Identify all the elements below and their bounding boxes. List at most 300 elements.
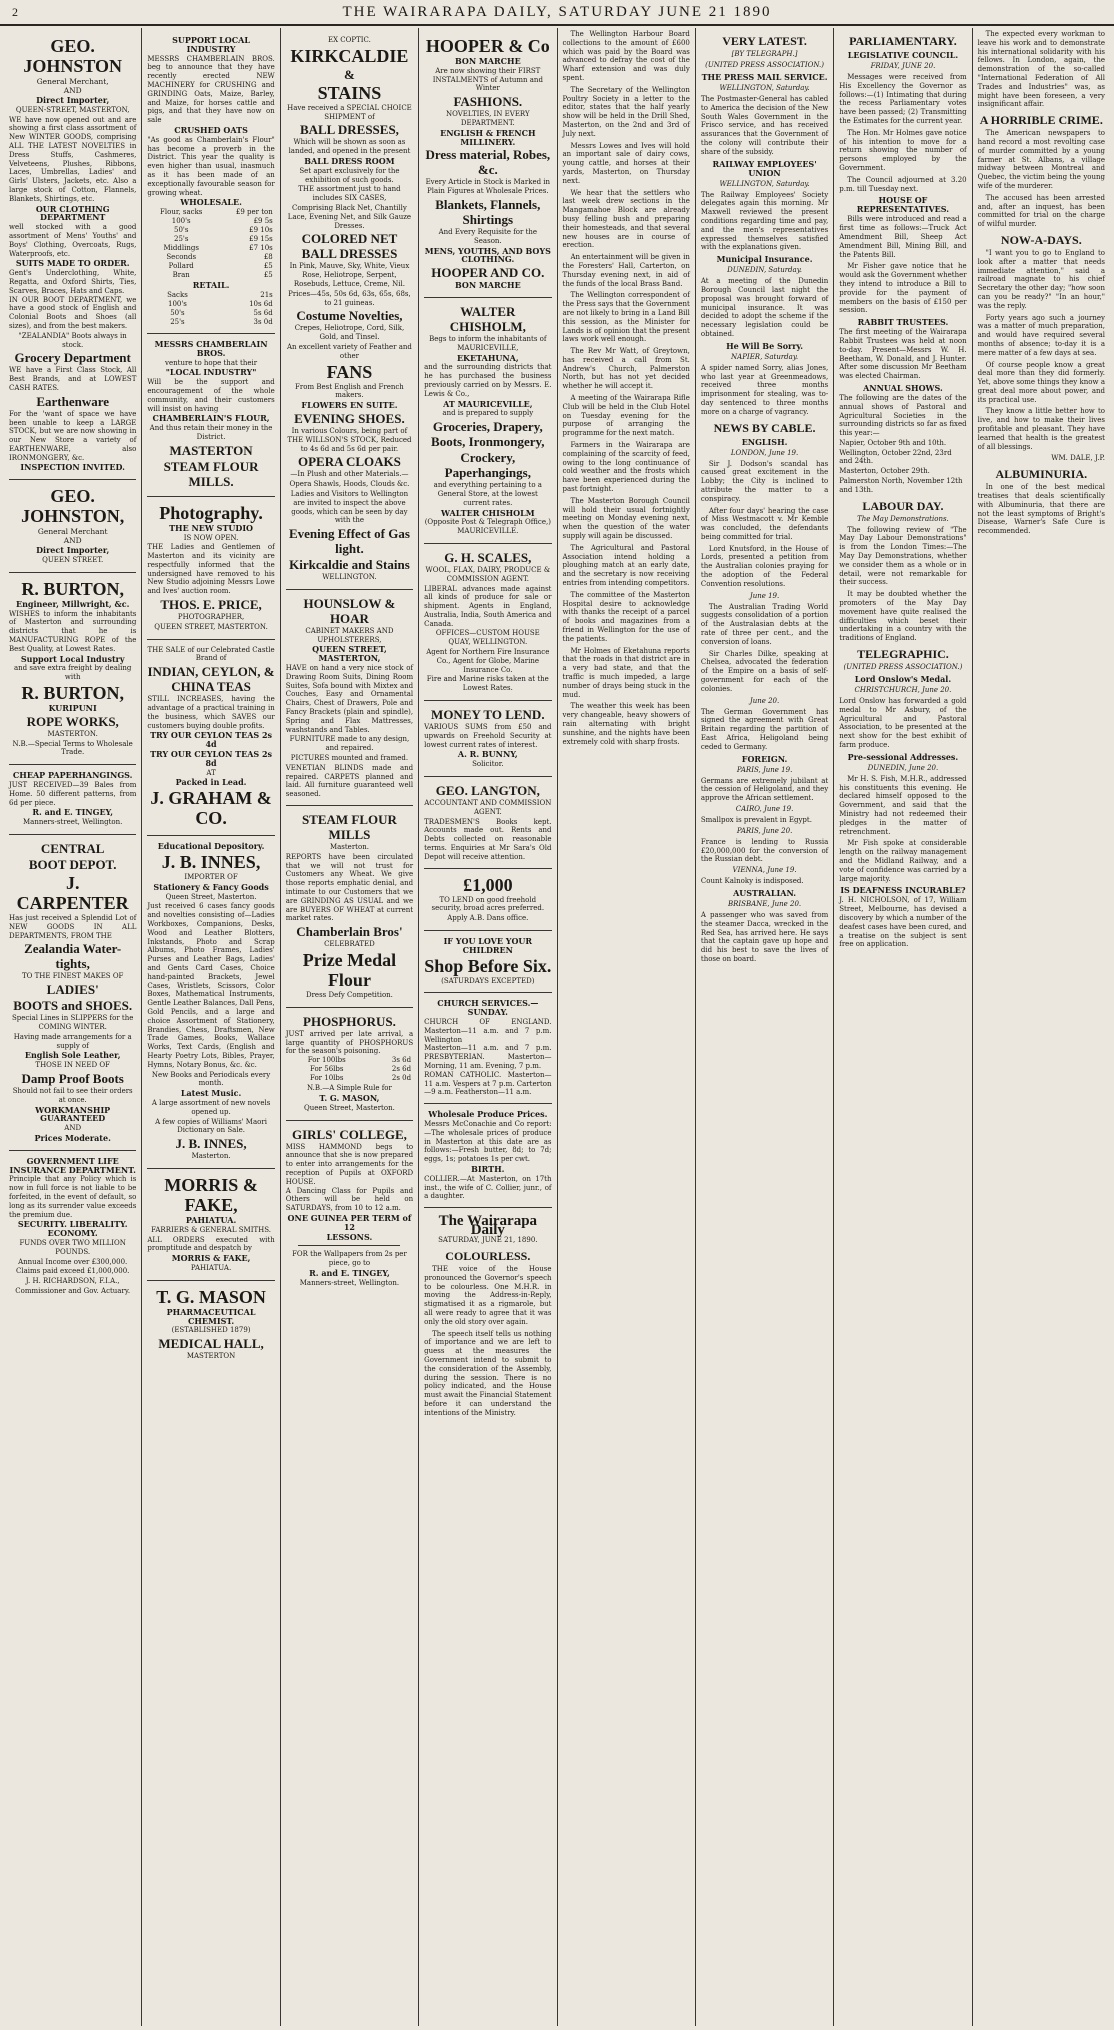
ad-text: R. and E. TINGEY, xyxy=(309,1267,390,1278)
ad-text: AT MAURICEVILLE, xyxy=(443,398,533,409)
ad-title: Kirkcaldie and Stains xyxy=(289,557,410,573)
ad-text: Fire and Marine risks taken at the Lowest Rates. xyxy=(426,675,549,693)
ad-text: T. G. MASON, xyxy=(319,1092,380,1103)
ad-role: Engineer, Millwright, &c. xyxy=(15,598,130,609)
paragraph: In one of the best medical treatises that deals scientifically with Albuminuria, that there are not the least symptoms of Bright's Disease, Warner's Safe Cure is recommended. xyxy=(977,483,1105,536)
ad-text: PAHIATUA. xyxy=(190,1263,232,1272)
dateline: NAPIER, Saturday. xyxy=(731,352,799,361)
ad-title: Photography. xyxy=(159,502,263,523)
article-text: J. H. NICHOLSON, of 17, William Street, Melbourne, has devised a discovery by which a number of the deafest cases have been cured, and a treatise on the subject is sent free on application. xyxy=(839,896,967,949)
ad-text: ACCOUNTANT AND COMMISSION AGENT. xyxy=(424,799,552,816)
ad-title: J. GRAHAM & CO. xyxy=(150,788,272,829)
paragraph: THE voice of the House pronounced the Governor's speech to be colourless. One M.H.R. in moving the Address-in-Reply, stigmatised it as a rigmarole, but all were ready to agree that it was only the old story over again. xyxy=(424,1264,552,1326)
ad-title: GEO. JOHNSTON xyxy=(23,36,123,76)
ad-title: BALL DRESSES, xyxy=(299,122,399,138)
ad-text: Commissioner and Gov. Actuary. xyxy=(15,1286,131,1295)
ad-text: SECURITY. LIBERALITY. ECONOMY. xyxy=(17,1219,128,1239)
article-text: The following are the dates of the annual shows of Pastoral and Agricultural Societies in the surrounding districts so far as fixed this year:— xyxy=(839,393,967,438)
ad-title: G. H. SCALES, xyxy=(444,549,532,565)
ad-text: Stationery & Fancy Goods xyxy=(153,881,269,892)
ad-text: Manners-street, Wellington. xyxy=(299,1278,400,1287)
article-body xyxy=(978,129,1105,229)
ad-title: FASHIONS. xyxy=(453,94,523,110)
dateline: WELLINGTON, Saturday. xyxy=(719,179,810,188)
ad-text: WORKMANSHIP GUARANTEED xyxy=(35,1104,111,1124)
paragraph: The following review of "The May Day Labour Demonstrations" is from the London Times:—The May Day Demonstrations, whether we consider them as a whole or in detail, were not remarkable for their success. xyxy=(839,525,967,587)
ad-text: QUEEN STREET, MASTERTON. xyxy=(154,622,268,631)
price-item: 100's xyxy=(167,299,187,308)
ad-text: THE Ladies and Gentlemen of Masterton and its vicinity are respectfully informed that the undersigned have removed to his New Studio adjoining Messrs Lowe and Ives' auction room. xyxy=(147,543,275,596)
ad-text: MORRIS & FAKE, xyxy=(171,1253,251,1264)
ad-title: Costume Novelties, xyxy=(296,308,403,324)
ad-text: BON MARCHE xyxy=(454,56,521,66)
ad-steam-mills xyxy=(286,806,413,1008)
dateline: (UNITED PRESS ASSOCIATION.) xyxy=(843,663,963,672)
ad-mason xyxy=(147,1281,274,1368)
article-title: Pre-sessional Addresses. xyxy=(847,751,959,762)
ad-title: J. CARPENTER xyxy=(16,873,129,914)
ad-role: Direct Importer, xyxy=(36,95,110,105)
list-item: Masterton, October 29th. xyxy=(839,467,930,476)
price-row xyxy=(286,1065,413,1074)
price-value: 21s xyxy=(260,290,273,299)
article-text: Smallpox is prevalent in Egypt. xyxy=(700,816,812,825)
ad-text: Queen Street, Masterton. xyxy=(304,1103,395,1112)
ad-subhead: CHAMBERLAIN'S FLOUR, xyxy=(152,413,270,424)
ad-kirkcaldie xyxy=(286,30,413,590)
price-value: 2s 6d xyxy=(391,1065,412,1074)
ad-text: OFFICES—CUSTOM HOUSE QUAY, WELLINGTON. xyxy=(435,629,540,647)
price-value: £9 10s xyxy=(249,226,273,235)
ad-title: GEO. LANGTON, xyxy=(435,783,540,799)
ad-text: AND xyxy=(64,1124,82,1133)
ad-title: Prize Medal Flour xyxy=(302,950,397,990)
dateline: CAIRO, June 19. xyxy=(735,805,794,814)
ad-text: Ladies and Visitors to Wellington are invited to inspect the above goods, which can be seen by day with the xyxy=(290,489,409,525)
price-item: For 56lbs xyxy=(309,1065,344,1074)
list-item: CHURCH OF ENGLAND. Masterton—11 a.m. and 7 p.m. Wellington xyxy=(424,1018,552,1044)
ad-title: LADIES' xyxy=(46,982,99,998)
article-title: HOUSE OF REPRESENTATIVES. xyxy=(856,195,950,215)
ad-text: THE SALE of our Celebrated Castle Brand of xyxy=(147,645,275,663)
masthead-title: THE WAIRARAPA DAILY, SATURDAY JUNE 21 1890 xyxy=(342,3,772,20)
ad-title: SUPPORT LOCAL INDUSTRY xyxy=(172,35,250,54)
ad-title: MEDICAL HALL, xyxy=(158,1336,264,1352)
ad-text: ENGLISH & FRENCH MILLINERY. xyxy=(440,127,536,147)
paragraph: "I want you to go to England to look after a matter that needs immediate attention," said a railroad magnate to his chief Secretary the other day; "how soon can you be ready?" "In an hour," was the reply. xyxy=(977,248,1105,310)
ad-text: Gent's Underclothing, White, Regatta, and Oxford Shirts, Ties, Scarves, Braces, Hats and Caps. xyxy=(9,269,137,295)
ad-text: A Dancing Class for Pupils and Others will be held on SATURDAYS, from 10 to 12 a.m. xyxy=(285,1186,414,1213)
price-item: Middlings xyxy=(163,244,199,253)
ad-text: and the surrounding districts that he has purchased the business previously carried on by Messrs. E. Lewis & Co., xyxy=(424,363,552,398)
dateline: CHRISTCHURCH, June 20. xyxy=(854,686,952,695)
ad-text: THE assortment just to hand includes SIX CASES, xyxy=(298,185,401,203)
ad-role: Direct Importer, xyxy=(36,545,110,556)
price-item: Pollard xyxy=(168,262,194,271)
ad-text: Claims paid exceed £1,000,000. xyxy=(16,1267,130,1276)
ad-title: R. BURTON, xyxy=(21,683,124,704)
ad-subhead: CRUSHED OATS xyxy=(174,124,248,135)
price-value: £9 15s xyxy=(249,235,273,244)
ad-girls-college xyxy=(286,1121,413,1295)
ad-text: Every Article in Stock is Marked in Plain Figures at Wholesale Prices. xyxy=(425,178,551,196)
ad-text: EKETAHUNA, xyxy=(456,352,519,363)
ad-burton xyxy=(9,573,136,765)
article-body xyxy=(978,483,1105,536)
price-row xyxy=(147,217,274,226)
ad-text: TO THE FINEST MAKES OF xyxy=(21,972,124,981)
ad-text: Begs to inform the inhabitants of MAURICEVILLE, xyxy=(429,334,547,352)
ad-title: MESSRS CHAMBERLAIN BROS. xyxy=(154,338,268,358)
ad-text: PAHIATUA. xyxy=(185,1214,237,1225)
ad-title: STEAM FLOUR MILLS. xyxy=(163,458,259,489)
ad-morris-fake xyxy=(147,1169,274,1281)
price-value: £5 xyxy=(263,271,273,280)
ad-text: From Best English and French makers. xyxy=(295,382,404,400)
paragraph: We hear that the settlers who last week drew sections in the Mangamahoe Block are already busy felling bush and preparing their homesteads, and that several new houses are in course of erection. xyxy=(562,188,690,250)
editorial xyxy=(424,1208,551,1426)
ad-text: A few copies of Williams' Maori Dictionary on Sale. xyxy=(155,1117,267,1135)
article-body xyxy=(563,30,690,746)
ad-text: PICTURES mounted and framed. xyxy=(290,754,409,763)
section-title: TELEGRAPHIC. xyxy=(857,647,949,662)
paragraph: The Hon. Mr Holmes gave notice of his intention to move for a return showing the number of persons employed by the Government. xyxy=(839,128,967,172)
ad-text: J. H. RICHARDSON, F.I.A., xyxy=(25,1277,120,1286)
article-text: At a meeting of the Dunedin Borough Council last night the proposal was brought forward of municipal insurance. It was decided to adopt the scheme if the necessary legislation could be obtained. xyxy=(700,277,829,338)
paragraph: Of course people know a great deal more than they did formerly. Yet, above some things they know a great deal more about power, and its practical use. xyxy=(977,360,1105,404)
article-body xyxy=(701,603,828,694)
ad-hooper xyxy=(424,30,551,298)
article-title: RAILWAY EMPLOYEES' UNION xyxy=(712,158,817,178)
paragraph: The American newspapers to hand record a most revolting case of murder committed by a young farmer at St. Albans, a village midway between Montreal and Quebec, the victim being the young wife of the murderer. xyxy=(977,129,1105,190)
ad-text: Masterton. xyxy=(191,1152,231,1161)
paragraph: It may be doubted whether the promoters of the May Day movement have quite realised the difficulties which beset their undertaking in a country with the traditions of England. xyxy=(839,590,967,643)
ad-text: (Opposite Post & Telegraph Office,) MAURICEVILLE. xyxy=(424,518,551,536)
price-item: Seconds xyxy=(166,253,197,262)
paragraph: They know a little better how to live, and how to make their lives profitable and pleasant. They have learned that health is the greatest of all blessings. xyxy=(977,407,1105,451)
dateline: BRISBANE, June 20. xyxy=(727,900,802,908)
article-body xyxy=(839,775,966,884)
article-body xyxy=(424,1265,551,1418)
paragraph: The Secretary of the Wellington Poultry Society in a letter to the editor, states that the half yearly show will be held in the Drill Shed, Masterton, on the 2nd and 3rd of July next. xyxy=(562,85,690,138)
article-title: A HORRIBLE CRIME. xyxy=(979,113,1103,128)
ad-role: AND xyxy=(63,536,82,546)
ad-text: FUNDS OVER TWO MILLION POUNDS. xyxy=(19,1238,126,1256)
price-row xyxy=(147,226,274,235)
ad-title: HOUNSLOW & HOAR xyxy=(303,595,396,626)
ad-role: General Merchant, xyxy=(36,77,109,86)
ad-text: WISHES to inform the inhabitants of Masterton and surrounding districts that he is MANUFACTURING ROPE of the Best Quality, at Lowest Rates. xyxy=(9,609,137,653)
ad-text: MASTERTON xyxy=(186,1352,236,1361)
article-body xyxy=(978,30,1105,109)
ad-photography xyxy=(147,497,274,640)
ad-text: A large assortment of new novels opened up. xyxy=(151,1098,271,1116)
dateline: VIENNA, June 19. xyxy=(732,866,797,875)
ad-title: HOOPER AND CO. xyxy=(431,265,545,281)
column-7 xyxy=(834,28,972,2026)
ad-address: QUEEN-STREET, MASTERTON, xyxy=(15,105,130,114)
price-row xyxy=(147,300,274,309)
ad-text: New Books and Periodicals every month. xyxy=(151,1070,271,1088)
price-value: £9 5s xyxy=(253,217,273,226)
ad-text: and everything pertaining to a General Store, at the lowest current rates. xyxy=(433,481,542,507)
columns xyxy=(4,28,1110,2026)
paragraph: The Wellington Harbour Board collections to the amount of £600 which was paid by the Board was advanced to defray the cost of the Wharf extension and was duly spent. xyxy=(562,30,690,82)
ad-text: REPORTS have been circulated that we will not trust for Customers any Wheat. We give those reports emphatic denial, and intimate to our Customers that we are GRINDING AS USUAL and we are BUYERS OF WHEAT at current market rates. xyxy=(285,852,414,923)
ad-chamberlain xyxy=(147,334,274,497)
paragraph: Farmers in the Wairarapa are complaining of the scarcity of feed, owing to the long continuance of cold weather and the frosts which have been experienced during the past fortnight. xyxy=(562,441,690,494)
ad-text: Prices—45s, 50s 6d, 63s, 65s, 68s, to 21 guineas. xyxy=(288,289,411,307)
article-body xyxy=(839,215,966,315)
price-value: 2s 0d xyxy=(391,1074,412,1083)
price-item: For 100lbs xyxy=(307,1056,346,1065)
list-item: Masterton—11 a.m. and 7 p.m. PRESBYTERIAN. Masterton—Morning, 11 am. Evening, 7 p.m. xyxy=(424,1044,552,1070)
ad-address: QUEEN STREET. xyxy=(42,556,104,565)
paragraph: Sir Charles Dilke, speaking at Chelsea, advocated the federation of the Empire on a basis of self-government for each of the colonies. xyxy=(700,649,829,693)
ad-text: Solicitor. xyxy=(472,760,504,769)
ad-subhead: WHOLESALE. xyxy=(180,197,242,208)
price-row xyxy=(147,271,274,280)
ad-text: KURIPUNI xyxy=(48,703,97,714)
ad-text: In Pink, Mauve, Sky, White, Vieux Rose, Heliotrope, Serpent, Rosebuds, Lettuce, Creme, Nil. xyxy=(289,262,410,288)
dateline: [BY TELEGRAPH.] xyxy=(731,50,798,58)
ad-title: Crockery, Paperhangings, xyxy=(444,450,531,481)
ad-text: CABINET MAKERS AND UPHOLSTERERS, xyxy=(305,626,394,644)
ad-title: J. B. INNES, xyxy=(161,852,261,873)
ad-johnston-2 xyxy=(9,480,136,573)
editorial-title: COLOURLESS. xyxy=(445,1248,531,1263)
ad-text: Crepes, Heliotrope, Cord, Silk, Gold, and Tinsel. xyxy=(294,324,405,342)
ad-innes xyxy=(147,836,274,1169)
ad-title: EVENING SHOES. xyxy=(294,410,405,426)
ad-text: TO LEND on good freehold security, broad acres preferred. xyxy=(431,895,545,913)
ad-title: Blankets, Flannels, Shirtings xyxy=(435,196,541,227)
dateline: WELLINGTON, Saturday. xyxy=(719,84,810,92)
ad-title: Chamberlain Bros' xyxy=(296,924,403,940)
ad-text: venture to hope that their xyxy=(165,358,258,367)
ad-text: VARIOUS SUMS from £50 and upwards on Freehold Security at lowest current rates of interest. xyxy=(424,723,552,749)
paragraph: The weather this week has been very changeable, heavy showers of rain alternating with bright sunshine, and the nights have been extremely cold with sharp frosts. xyxy=(562,702,690,746)
article-title: Municipal Insurance. xyxy=(716,254,813,265)
article-title: RABBIT TRUSTEES. xyxy=(857,317,949,328)
ad-text: Dress Defy Competition. xyxy=(305,991,393,999)
phosphorus-price-table xyxy=(286,1056,413,1083)
paragraph: The Council adjourned at 3.20 p.m. till Tuesday next. xyxy=(839,175,967,193)
ad-teas xyxy=(147,640,274,837)
editorial-date: SATURDAY, JUNE 21, 1890. xyxy=(438,1236,538,1245)
article-text: A passenger who was saved from the steamer Dacca, wrecked in the Red Sea, has arrived here. He says that the captain gave up hope and did his best to save the lives of those on board. xyxy=(700,911,829,963)
price-row xyxy=(147,318,274,327)
paragraph: An entertainment will be given in the Foresters' Hall, Carterton, on Thursday evening next, in aid of the funds of the local Brass Band. xyxy=(562,253,690,288)
list-item: Wellington, October 22nd, 23rd and 24th. xyxy=(839,448,952,466)
article-text: The Postmaster-General has cabled to America the decision of the New South Wales Government in the Frisco service, and has received assurances that the Government of the colony will contribute their share of the subsidy. xyxy=(700,95,829,156)
paragraph: The expected every workman to leave his work and to demonstrate his international solidarity with his fellows. In London, again, the demonstration of the so-called "International Federation of All Trades and Industries" was, as might have been foreseen, a very insignificant affair. xyxy=(977,30,1105,109)
column-4 xyxy=(419,28,557,2026)
paragraph: The Masterton Borough Council will hold their usual fortnightly meeting on Monday evening next, when the question of the water supply will again be discussed. xyxy=(562,496,690,541)
article-text: The German Government has signed the agreement with Great Britain regarding the partition of East Africa, Heligoland being ceded to Germany. xyxy=(700,707,829,751)
ad-text: HAVE on hand a very nice stock of Drawing Room Suits, Dining Room Suites, Sofa bound with Mixtex and Couches, Easy and Ornamental Chairs, Chest of Drawers, Pole and Fancy Brackets (plain and spindle), Spring and Flax Mattresses, washstands and Tables. xyxy=(285,664,414,734)
ad-title: & xyxy=(344,66,355,82)
section-title: CHURCH SERVICES.—SUNDAY. xyxy=(437,998,539,1018)
ad-title: £1,000 xyxy=(463,874,513,895)
dateline: LONDON, June 19. xyxy=(730,448,799,457)
ad-text: —In Plush and other Materials.— xyxy=(290,470,409,479)
ad-text: In various Colours, being part of THE WILLSON'S STOCK, Reduced to 4s 6d and 5s 6d per pair. xyxy=(287,426,412,453)
ad-text: Principle that any Policy which is now in full force is not liable to be forfeited, in the event of default, so long as its surrender value exceeds the premium due. xyxy=(9,1175,137,1219)
column-2 xyxy=(142,28,280,2026)
ad-text: WALTER CHISHOLM xyxy=(441,507,535,518)
ad-subhead: OUR CLOTHING DEPARTMENT xyxy=(35,203,110,223)
paragraph: Mr Fish spoke at considerable length on the railway management and the Midland Railway, and a vote of confidence was carried by a large majority. xyxy=(839,839,967,883)
price-item: Bran xyxy=(172,271,190,280)
ad-text: WE have a First Class Stock, All Best Brands, and at LOWEST CASH RATES. xyxy=(9,366,137,392)
paragraph: Mr Holmes of Eketahuna reports that the roads in that district are in a very bad state, and that the traffic is much impeded, a large number of drays being stuck in the mud. xyxy=(562,646,690,699)
ad-text: Special Lines in SLIPPERS for the COMING WINTER. xyxy=(11,1014,134,1031)
ad-text: An excellent variety of Feather and other xyxy=(286,342,412,360)
ad-langton xyxy=(424,777,551,869)
ad-text: Apply A.B. Dans office. xyxy=(447,914,529,923)
ad-title: STEAM FLOUR MILLS xyxy=(301,812,397,843)
ad-text: IN OUR BOOT DEPARTMENT, we have a good stock of English and Colonial Boots and Shoes (all sizes), and from the best makers. xyxy=(9,295,137,330)
ad-text: Packed in Lead. xyxy=(175,777,247,788)
ad-text: JUST RECEIVED—39 Bales from Home. 50 different patterns, from 6d per piece. xyxy=(9,781,137,807)
list-item: Napier, October 9th and 10th. xyxy=(839,438,947,447)
ad-title: MASTERTON xyxy=(169,442,253,458)
ad-text: AT xyxy=(206,768,216,777)
price-value: £7 10s xyxy=(249,244,273,253)
ad-text: And Every Requisite for the Season. xyxy=(438,227,538,245)
paragraph: Mr Fisher gave notice that he would ask the Government whether they intend to introduce a Bill to provide for the payment of members on the basis of £150 per session. xyxy=(839,262,967,315)
ad-subhead: "LOCAL INDUSTRY" xyxy=(165,367,257,378)
article-text: The first meeting of the Wairarapa Rabbit Trustees was held at noon to-day. Present—Messrs W. H. Beetham, W. Donald, and J. Hunter. After some discussion Mr Beetham was elected Chairman. xyxy=(839,328,967,381)
ad-title: CHEAP PAPERHANGINGS. xyxy=(12,770,133,781)
article-body xyxy=(839,526,966,643)
ad-role: AND xyxy=(63,86,82,95)
ad-title: COLORED NET BALL DRESSES xyxy=(301,231,398,262)
ad-chisholm xyxy=(424,298,551,544)
article-body xyxy=(978,249,1105,452)
article-title: FOREIGN. xyxy=(741,753,788,764)
ad-text: EX COPTIC. xyxy=(327,36,371,44)
section-title: NEWS BY CABLE. xyxy=(713,420,816,435)
price-item: Sacks xyxy=(167,290,188,299)
column-6 xyxy=(696,28,834,2026)
ad-text: Will be the support and encouragement of the whole community, and their customers will insist on having xyxy=(147,378,275,413)
ad-text: Have received a SPECIAL CHOICE SHIPMENT of xyxy=(287,103,412,121)
price-row xyxy=(147,291,274,300)
page-number: 2 xyxy=(12,4,20,19)
article-text: France is lending to Russia £20,000,000 for the conversion of the Russian debt. xyxy=(700,837,829,864)
article-title: NOW-A-DAYS. xyxy=(1000,232,1082,247)
ad-text: TRY OUR CEYLON TEAS 2s 4d xyxy=(150,730,273,750)
ad-text: BALL DRESS ROOM xyxy=(304,155,395,166)
article-text: COLLIER.—At Masterton, on 17th inst., the wife of C. Collier, junr., of a daughter. xyxy=(424,1174,552,1201)
ad-title: Educational Depository. xyxy=(157,841,265,852)
price-value: 3s 6d xyxy=(391,1056,412,1065)
article-text: Messrs McConachie and Co report:—The wholesale prices of produce in Masterton at this date are as follows:—Fresh butter, 8d; to 7d; eggs, 1s; potatoes 1s per cwt. xyxy=(424,1119,552,1164)
ad-text: N.B.—Special Terms to Wholesale Trade. xyxy=(12,739,133,757)
article-title: ENGLISH. xyxy=(741,436,788,447)
ad-text: Masterton. xyxy=(329,843,369,852)
article-title: ANNUAL SHOWS. xyxy=(863,382,943,393)
ad-text: MESSRS CHAMBERLAIN BROS. beg to announce that they have recently erected NEW MACHINERY for CRUSHING and GRINDING Oats, Maize, Barley, and Maize, for horses cattle and pigs, and that they have now on sale xyxy=(147,54,275,125)
dateline: June 20. xyxy=(749,696,780,705)
list-item: ROMAN CATHOLIC. Masterton—11 a.m. Vespers at 7 p.m. Carterton—9 a.m. Featherston—11 a.m. xyxy=(424,1070,552,1097)
dateline: PARIS, June 19. xyxy=(736,765,793,774)
paragraph: The Australian Trading World suggests consolidation of a portion of the Australasian debts at the rate of three per cent., and the conversion of loans. xyxy=(700,602,829,646)
section-title: BIRTH. xyxy=(471,1163,505,1174)
ad-title: BOOT DEPOT. xyxy=(28,857,117,873)
paragraph: The Wellington correspondent of the Press says that the Government are not likely to bring in a Land Bill this session, as the Minister for Lands is of opinion that the present laws work well enough. xyxy=(562,291,690,344)
ad-title: GOVERNMENT LIFE INSURANCE DEPARTMENT. xyxy=(9,1155,136,1175)
paragraph: Sir J. Dodson's scandal has caused great excitement in the Lobby; the City is inclined to attribute the matter to a conspiracy. xyxy=(700,459,829,503)
ad-title: THOS. E. PRICE, xyxy=(160,597,262,613)
ad-text: Just received 6 cases fancy goods and novelties consisting of—Ladies Workboxes, Companions, Desks, Wood and Leather Blotters, Inkstands, Photo and Scrap Albums, Photo Frames, Ladies' Purses and Leather Bags, Ladies' and Gents Card Cases, Choice hand-painted Brackets, Jewel Cases, Wristlets, Scissors, Color Boxes, Mathematical Instruments, Gentle Leather Balances, Dall Pens, Gold Pencils, and a large and choice Assortment of Stationery, Brandies, Chess, Draftsmen, New Trade Games, Books, Wallace Works, Text Cards, (English and Hearty Poetry Lots, Bibles, Prayer, Hymns, Notary Bonus, &c. &c. xyxy=(147,902,275,1069)
ad-title: Dress material, Robes, &c. xyxy=(425,147,551,178)
price-item: Flour, sacks xyxy=(160,208,203,217)
ad-title: PHOSPHORUS. xyxy=(303,1013,396,1029)
price-value: £5 xyxy=(263,262,273,271)
ad-support-local xyxy=(147,30,274,334)
ad-govt-insurance xyxy=(9,1151,136,1303)
ad-text: R. and E. TINGEY, xyxy=(32,807,114,818)
ad-subhead: THE NEW STUDIO xyxy=(169,522,254,533)
ad-text: (ESTABLISHED 1879) xyxy=(171,1326,251,1335)
ad-subhead: Grocery Department xyxy=(14,350,131,366)
ad-text: And thus retain their money in the District. xyxy=(149,424,273,441)
ad-text: TRADESMEN'S Books kept. Accounts made out. Rents and Debts collected on reasonable terms. Enquiries at Mr Sara's Old Depot will receive attention. xyxy=(424,817,552,861)
paragraph: Bills were introduced and read a first time as follows:—Truck Act Amendment Bill, Sheep Act Amendment Bill, Mining Bill, and the Patents Bill. xyxy=(839,215,967,259)
ad-title: Groceries, Drapery, Boots, Ironmongery, xyxy=(431,419,545,450)
ad-text: FOR the Wallpapers from 2s per piece, go to xyxy=(292,1250,407,1268)
paragraph: Mr H. S. Fish, M.H.R., addressed his constituents this evening. He declared himself opposed to the Government, and said that the Ministry had not redeemed their pledges in the matter of retrenchment. xyxy=(839,774,967,836)
ad-shop-before-six xyxy=(424,931,551,993)
ad-text: PHOTOGRAPHER, xyxy=(177,613,245,622)
ad-text: BON MARCHE xyxy=(454,280,521,291)
ad-text: A. R. BUNNY, xyxy=(457,749,518,760)
ad-title: GIRLS' COLLEGE, xyxy=(292,1126,407,1142)
paragraph: The accused has been arrested and, after an inquest, has been committed for trial on the charge of wilful murder. xyxy=(977,193,1105,229)
article-title: Lord Onslow's Medal. xyxy=(854,674,952,685)
ad-title: FANS xyxy=(326,361,373,382)
ad-text: QUEEN STREET, MASTERTON, xyxy=(312,644,387,664)
ad-title: MORRIS & FAKE, xyxy=(164,1174,258,1215)
ad-text: well stocked with a good assortment of Mens' Youths' and Boys' Clothing, Overcoats, Rugs, Waterproofs, etc. xyxy=(9,223,137,258)
ad-text: WOOL, FLAX, DAIRY, PRODUCE & COMMISSION AGENT. xyxy=(425,565,551,583)
article-body xyxy=(701,460,828,589)
price-row xyxy=(147,309,274,318)
article-title: IS DEAFNESS INCURABLE? xyxy=(840,885,966,896)
ad-subhead: Earthenware xyxy=(36,393,110,409)
price-item: 50's xyxy=(174,226,189,235)
article-body xyxy=(839,73,966,193)
ad-text: "ZEALANDIA" Boots always in stock. xyxy=(18,331,127,349)
ad-text: Are now showing their FIRST INSTALMENTS of Autumn and Winter xyxy=(432,66,543,93)
ad-text: For the 'want of space we have been unable to keep a LARGE STOCK, but we are now showing in our New Store a variety of EARTHENWARE, also IRONMONGERY, &c. xyxy=(9,409,137,462)
paragraph: Messages were received from His Excellency the Governor as follows:—(1) Intimating that during the recess Parliamentary votes have been passed; (2) Transmitting the Estimates for the current year. xyxy=(839,73,967,125)
ad-text: Manners-street, Wellington. xyxy=(23,818,123,827)
dateline: (UNITED PRESS ASSOCIATION.) xyxy=(705,61,824,69)
ad-text: ONE GUINEA PER TERM of 12 xyxy=(287,1212,412,1232)
ad-title: Damp Proof Boots xyxy=(21,1070,124,1086)
ad-text: FURNITURE made to any design, and repaired. xyxy=(289,735,410,753)
masthead xyxy=(0,0,1114,26)
ad-hounslow xyxy=(286,590,413,806)
wholesale-produce xyxy=(424,1104,551,1208)
ad-text: Comprising Black Net, Chantilly Lace, Evening Net, and Silk Gauze Dresses. xyxy=(287,203,412,230)
divider xyxy=(298,1245,400,1246)
list-item: Palmerston North, November 12th and 13th. xyxy=(839,477,963,494)
